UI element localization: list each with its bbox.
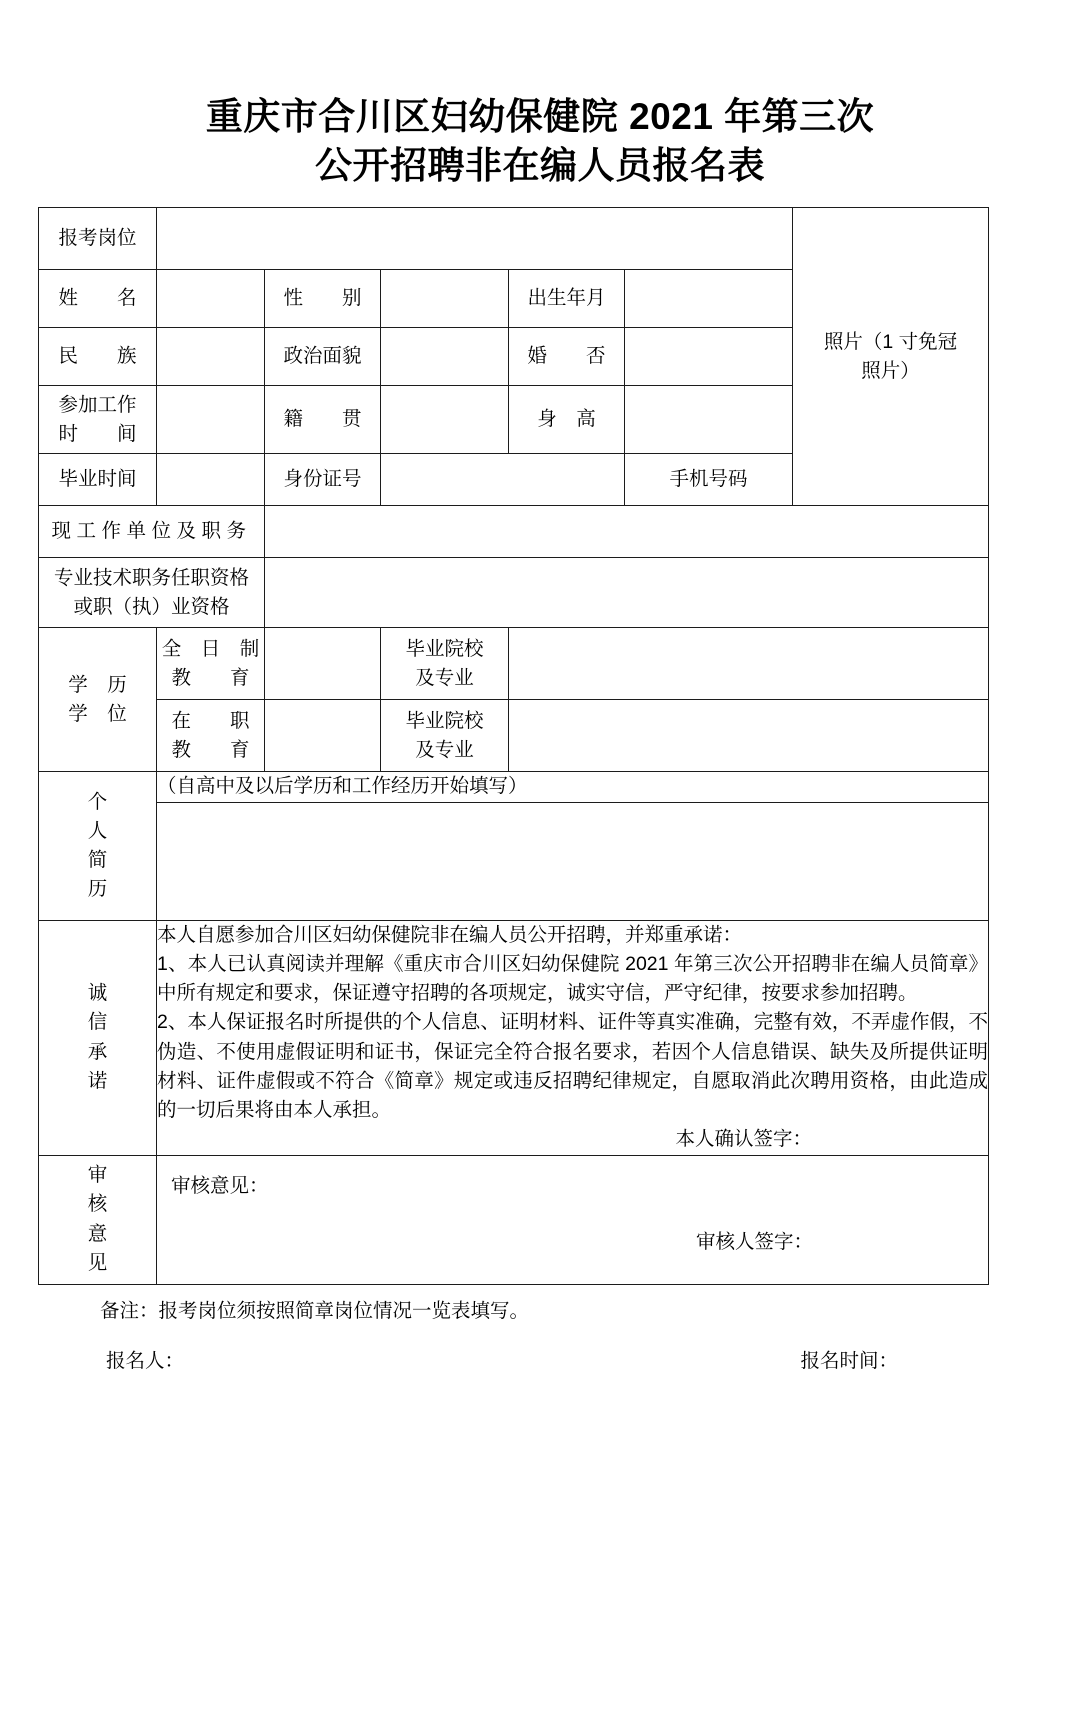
footer-signature-row [38,1323,988,1373]
label-fulltime-edu-line-1: 全 日 制 [161,637,260,660]
field-current-unit-position[interactable] [265,506,989,558]
table-row-resume-note [39,772,989,802]
label-pro-title-line-1: 专业技术职务任职资格 [53,566,249,589]
footer [38,1295,988,1373]
photo-note-line-1: 照片（1 寸免冠 [823,330,958,353]
field-marital-status[interactable] [625,328,793,386]
page-title [0,0,1080,190]
commitment-label-char-1: 信 [87,1011,108,1034]
field-work-start-time[interactable] [157,386,265,454]
commitment-label-char-0: 诚 [87,982,108,1005]
label-phone-number: 手机号码 [625,454,793,506]
footer-remark: 备注：报考岗位须按照简章岗位情况一览表填写。 [100,1299,530,1322]
label-graduation-date: 毕业时间 [39,454,157,506]
apply-time-label: 报名时间： [800,1349,898,1372]
resume-label-char-3: 历 [87,878,108,901]
table-row-professional-title [39,558,989,628]
photo-placeholder[interactable] [793,208,989,506]
resume-note: （自高中及以后学历和工作经历开始填写） [157,772,989,802]
label-work-start-time [39,386,157,454]
label-fulltime-education [157,628,265,700]
label-school-major-line-1: 毕业院校 [405,637,484,660]
label-school-major-line-2b: 及专业 [415,738,474,761]
field-inservice-school-major[interactable] [509,700,989,772]
label-work-start-line-2: 时 间 [58,422,137,445]
applicant-signature-label: 本人确认签字： [675,1128,813,1151]
label-marital-status: 婚 否 [509,328,625,386]
registration-form-table [38,207,989,1284]
field-birth-date[interactable] [625,270,793,328]
label-review-opinion [39,1155,157,1284]
label-current-unit-position: 现工作单位及职务 [39,506,265,558]
field-graduation-date[interactable] [157,454,265,506]
reviewer-signature-label: 审核人签字： [696,1231,814,1254]
field-native-place[interactable] [381,386,509,454]
commitment-text-block [157,920,989,1155]
resume-label-char-1: 人 [87,819,108,842]
table-row-resume-body [39,802,989,920]
table-row-commitment [39,920,989,1155]
commitment-item-2: 2、本人保证报名时所提供的个人信息、证明材料、证件等真实准确，完整有效，不弄虚作假，不伪造、不使用虚假证明和证书，保证完全符合报名要求，若因个人信息错误、缺失及所提供证明材料、证件虚假或不符合《简章》规定或违反招聘纪律规定，自愿取消此次聘用资格，由此造成的一切后果将由本人承担。 [157,1011,989,1122]
commitment-label-char-2: 承 [87,1040,108,1063]
label-native-place: 籍 贯 [265,386,381,454]
label-inservice-school-major [381,700,509,772]
label-education-line-1: 学 历 [68,673,127,696]
commitment-intro: 本人自愿参加合川区妇幼保健院非在编人员公开招聘，并郑重承诺： [157,923,743,946]
table-row-review [39,1155,989,1284]
field-inservice-education[interactable] [265,700,381,772]
resume-label-char-2: 简 [87,849,108,872]
field-review-opinion[interactable] [157,1155,989,1284]
label-fulltime-edu-line-2: 教 育 [171,666,250,689]
commitment-label-char-3: 诺 [87,1069,108,1092]
review-opinion-label: 审核意见： [171,1174,269,1197]
label-professional-title [39,558,265,628]
label-birth-date: 出生年月 [509,270,625,328]
review-label-char-1: 核 [87,1193,108,1216]
field-fulltime-school-major[interactable] [509,628,989,700]
label-gender: 性 别 [265,270,381,328]
label-personal-resume [39,772,157,920]
label-name: 姓 名 [39,270,157,328]
title-line-2: 公开招聘非在编人员报名表 [315,145,765,187]
label-school-major-line-1b: 毕业院校 [405,709,484,732]
field-gender[interactable] [381,270,509,328]
label-education-line-2: 学 位 [68,702,127,725]
field-height[interactable] [625,386,793,454]
table-row-fulltime-education [39,628,989,700]
review-body [157,1156,988,1284]
review-label-char-2: 意 [87,1222,108,1245]
label-work-start-line-1: 参加工作 [58,393,137,416]
field-position-applied[interactable] [157,208,793,270]
label-inservice-edu-line-1: 在 职 [171,709,250,732]
resume-label-char-0: 个 [87,790,108,813]
commitment-item-1: 1、本人已认真阅读并理解《重庆市合川区妇幼保健院 2021 年第三次公开招聘非在编人员简章》中所有规定和要求，保证遵守招聘的各项规定，诚实守信，严守纪律，按要求参加招聘。 [157,952,989,1005]
review-label-char-3: 见 [87,1251,108,1274]
review-label-char-0: 审 [87,1164,108,1187]
applicant-name-label: 报名人： [106,1349,185,1372]
label-political-status: 政治面貌 [265,328,381,386]
field-id-number[interactable] [381,454,625,506]
field-fulltime-education[interactable] [265,628,381,700]
title-line-1: 重庆市合川区妇幼保健院 2021 年第三次 [205,96,875,137]
label-id-number: 身份证号 [265,454,381,506]
label-education-degree [39,628,157,772]
label-integrity-commitment [39,920,157,1155]
label-inservice-education [157,700,265,772]
field-ethnicity[interactable] [157,328,265,386]
table-row-position [39,208,989,270]
field-professional-title[interactable] [265,558,989,628]
label-ethnicity: 民 族 [39,328,157,386]
photo-note-line-2: 照片） [861,359,920,382]
label-inservice-edu-line-2: 教 育 [171,738,250,761]
label-school-major-line-2: 及专业 [415,666,474,689]
field-name[interactable] [157,270,265,328]
field-personal-resume[interactable] [157,802,989,920]
table-row-inservice-education [39,700,989,772]
label-position-applied: 报考岗位 [39,208,157,270]
label-height: 身 高 [509,386,625,454]
label-pro-title-line-2: 或职（执）业资格 [73,595,230,618]
table-row-current-unit [39,506,989,558]
field-political-status[interactable] [381,328,509,386]
label-fulltime-school-major [381,628,509,700]
